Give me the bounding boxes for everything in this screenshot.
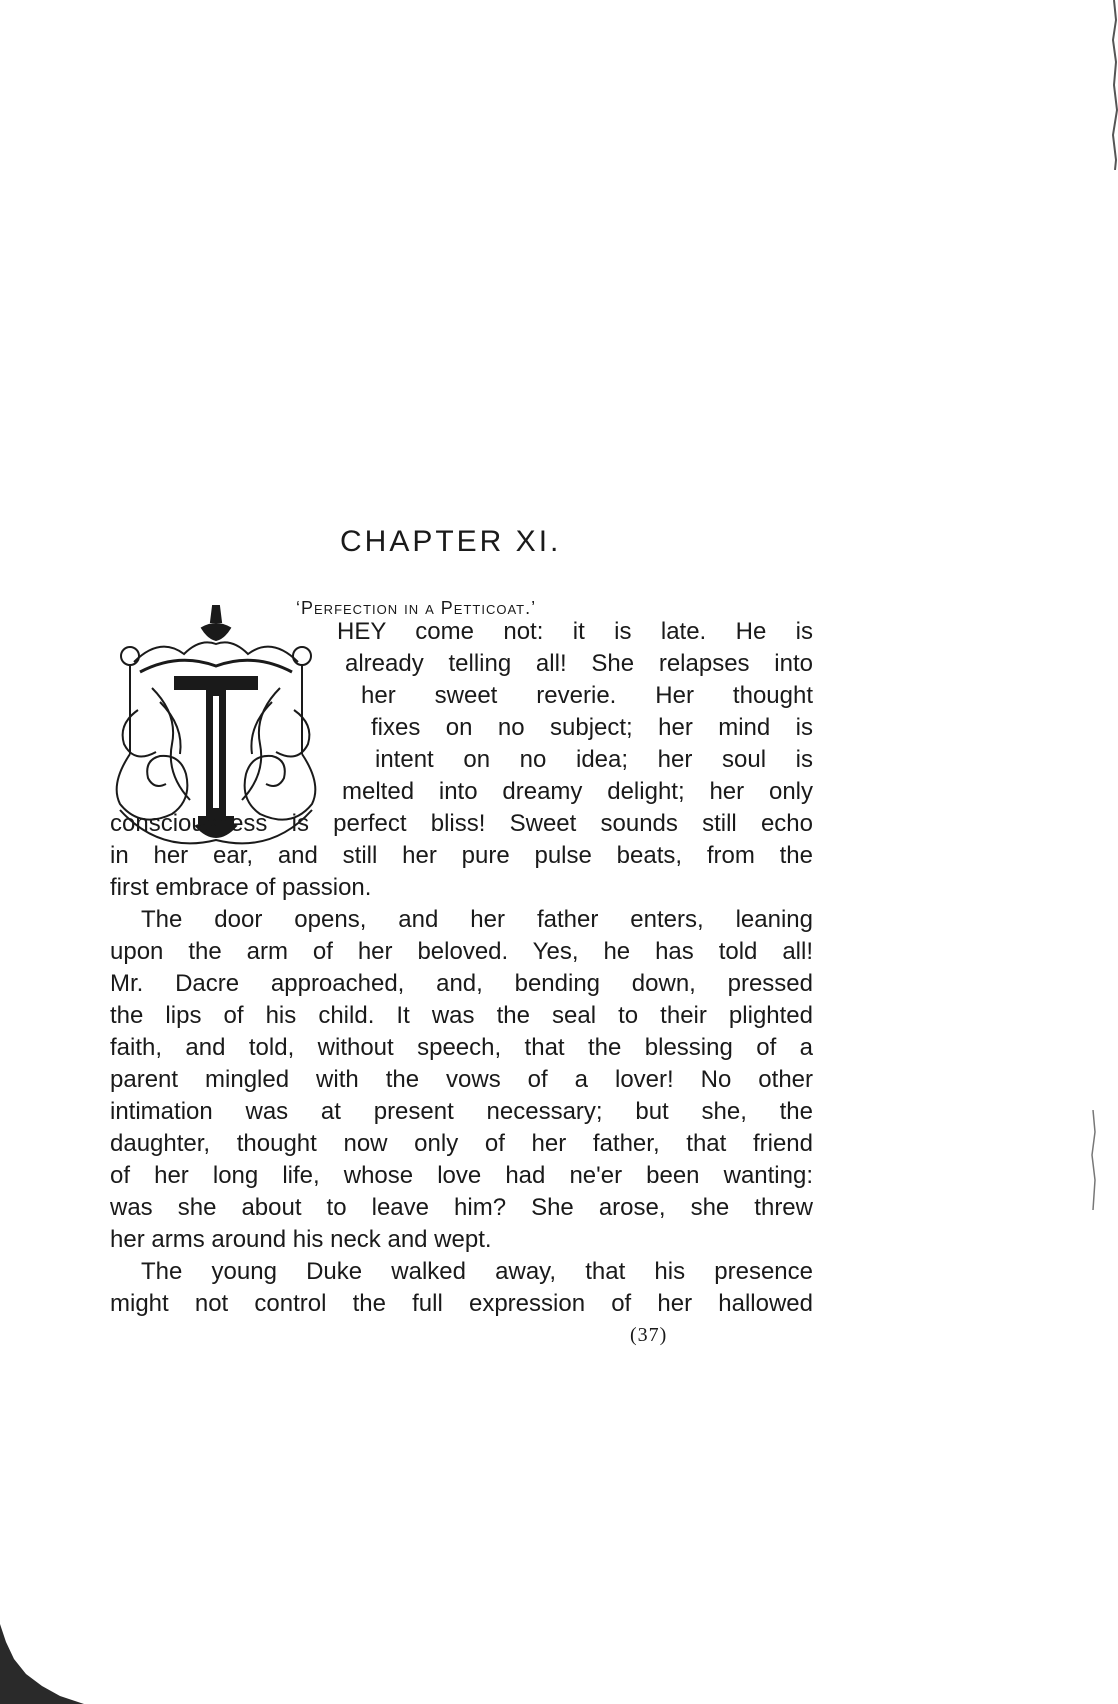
text-line: faith, and told, without speech, that the blessing of a — [110, 1034, 813, 1061]
text-line: her arms around his neck and wept. — [110, 1226, 492, 1253]
text-line: Mr. Dacre approached, and, bending down, pressed — [110, 970, 813, 997]
text-line: already telling all! She relapses into — [345, 650, 813, 677]
page-corner-shadow — [0, 1604, 90, 1704]
chapter-title: CHAPTER XI. — [340, 525, 562, 558]
text-line: was she about to leave him? She arose, she threw — [110, 1194, 813, 1221]
text-line: the lips of his child. It was the seal to their plighted — [110, 1002, 813, 1029]
text-line: of her long life, whose love had ne'er been wanting: — [110, 1162, 813, 1189]
text-line: melted into dreamy delight; her only — [342, 778, 813, 805]
text-line: intent on no idea; her soul is — [375, 746, 813, 773]
page-edge-shadow — [1106, 0, 1118, 170]
text-line: consciousness is perfect bliss! Sweet sounds still echo — [110, 810, 813, 837]
text-line: first embrace of passion. — [110, 874, 372, 901]
text-line: parent mingled with the vows of a lover! No other — [110, 1066, 813, 1093]
text-line: HEY come not: it is late. He is — [337, 618, 813, 645]
text-line: daughter, thought now only of her father, that friend — [110, 1130, 813, 1157]
text-line: in her ear, and still her pure pulse beats, from the — [110, 842, 813, 869]
text-line: fixes on no subject; her mind is — [371, 714, 813, 741]
chapter-subtitle: ‘Perfection in a Petticoat.’ — [296, 598, 537, 618]
text-line: might not control the full expression of her hallowed — [110, 1290, 813, 1317]
text-line: intimation was at present necessary; but she, the — [110, 1098, 813, 1125]
page-edge-shadow — [1088, 1110, 1100, 1210]
text-line: The young Duke walked away, that his presence — [141, 1258, 813, 1285]
page-number: (37) — [630, 1324, 668, 1346]
text-line: upon the arm of her beloved. Yes, he has told all! — [110, 938, 813, 965]
text-line: her sweet reverie. Her thought — [361, 682, 813, 709]
text-line: The door opens, and her father enters, leaning — [141, 906, 813, 933]
